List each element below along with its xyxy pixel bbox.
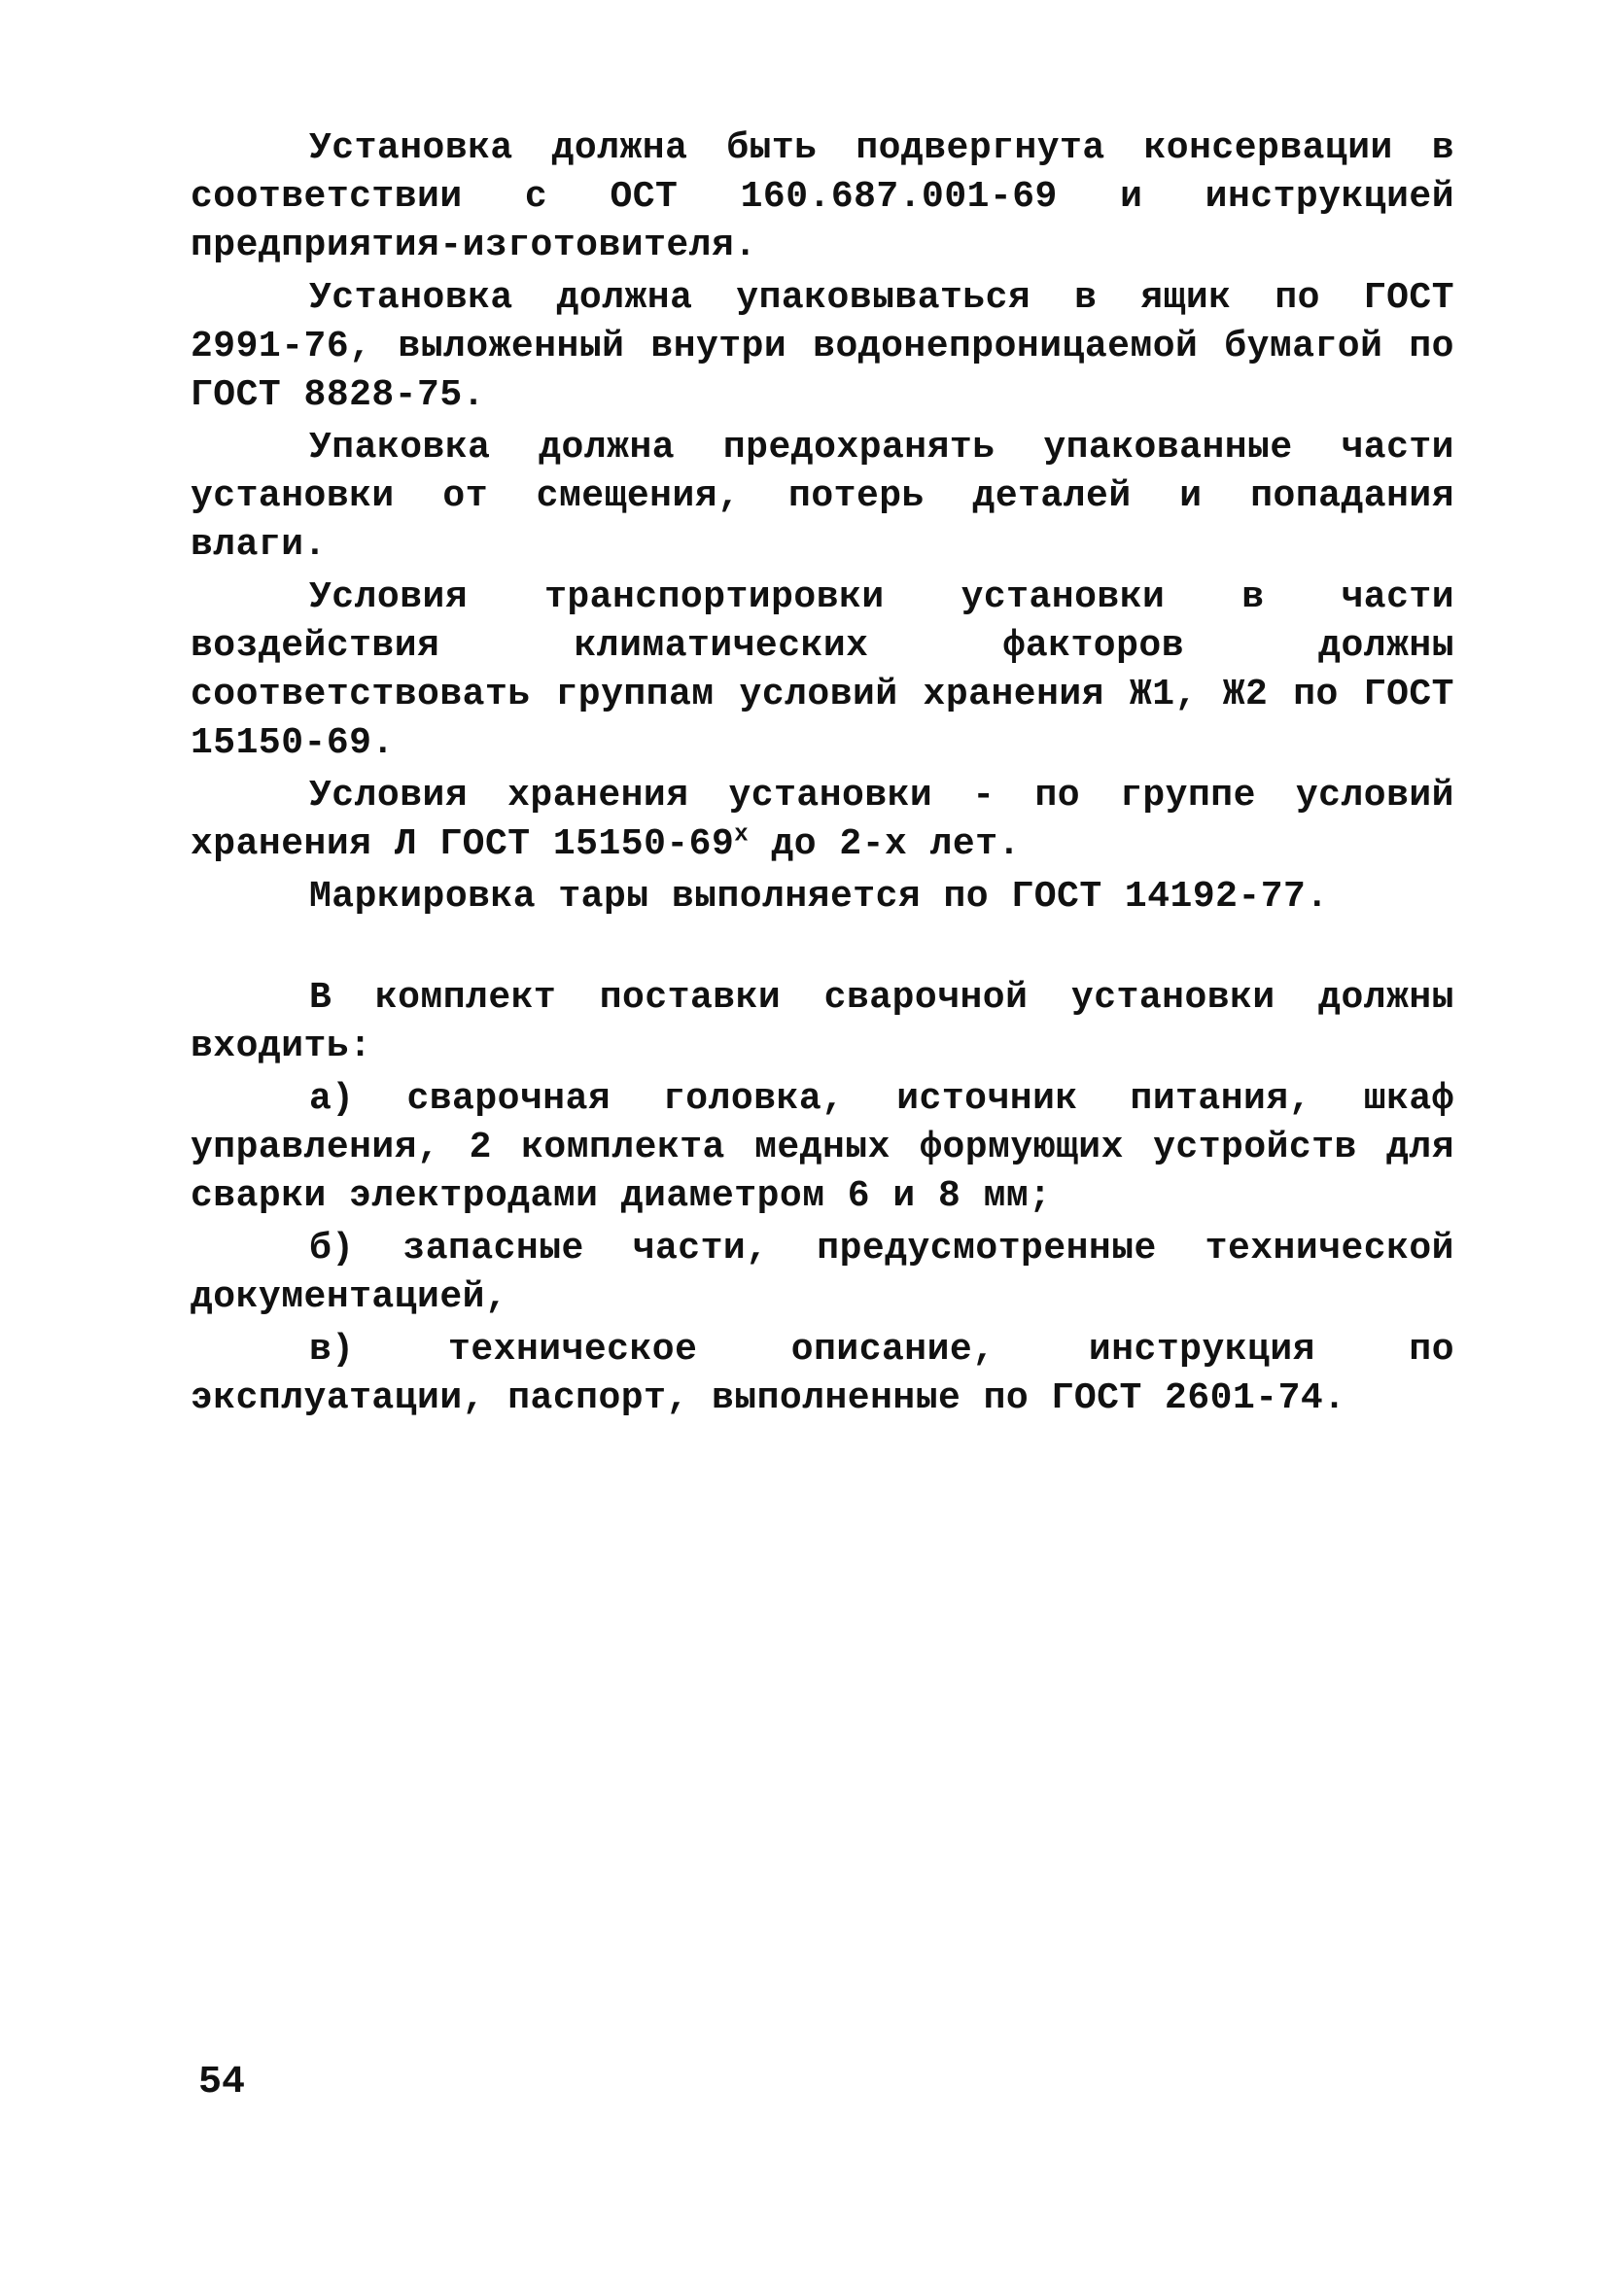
section-gap [191, 925, 1454, 974]
list-item [191, 1225, 1454, 1322]
list-item-text: техническое описание, инструкция по эксплуатации, паспорт, выполненные по ГОСТ 2601-74. [191, 1329, 1454, 1419]
body-text [191, 124, 1454, 1427]
storage-text: Условия хранения установки - по группе условий хранения Л ГОСТ 15150-69 [191, 775, 1454, 865]
paragraph-packing-box: Установка должна упаковываться в ящик по ГОСТ 2991-76, выложенный внутри водонепроницаемой бумагой по ГОСТ 8828-75. [191, 277, 1454, 416]
list-item-marker: а) [309, 1078, 355, 1120]
paragraph-marking: Маркировка тары выполняется по ГОСТ 14192-77. [309, 876, 1329, 918]
list-item-marker: б) [309, 1228, 355, 1270]
paragraph-delivery-intro: В комплект поставки сварочной установки должны входить: [191, 977, 1454, 1067]
paragraph-transport-conditions: Условия транспортировки установки в части воздействия климатических факторов должны соответствовать группам условий хранения Ж1, Ж2 по ГОСТ 15150-69. [191, 576, 1454, 764]
paragraph-conservation: Установка должна быть подвергнута консервации в соответствии с ОСТ 160.687.001-69 и инструкцией предприятия-изготовителя. [191, 127, 1454, 266]
list-item-marker: в) [309, 1329, 355, 1371]
page-number: 54 [198, 2061, 246, 2105]
storage-text-end: до 2-х лет. [749, 823, 1021, 865]
storage-superscript: х [734, 821, 750, 849]
list-item-text: запасные части, предусмотренные технической документацией, [191, 1228, 1454, 1318]
list-item-text: сварочная головка, источник питания, шкаф управления, 2 комплекта медных формующих устройств для сварки электродами диаметром 6 и 8 мм; [191, 1078, 1454, 1217]
list-item [191, 1326, 1454, 1423]
paragraph-storage-conditions [191, 772, 1454, 869]
paragraph-packing-protection: Упаковка должна предохранять упакованные части установки от смещения, потерь деталей и попадания влаги. [191, 427, 1454, 566]
list-item [191, 1075, 1454, 1221]
